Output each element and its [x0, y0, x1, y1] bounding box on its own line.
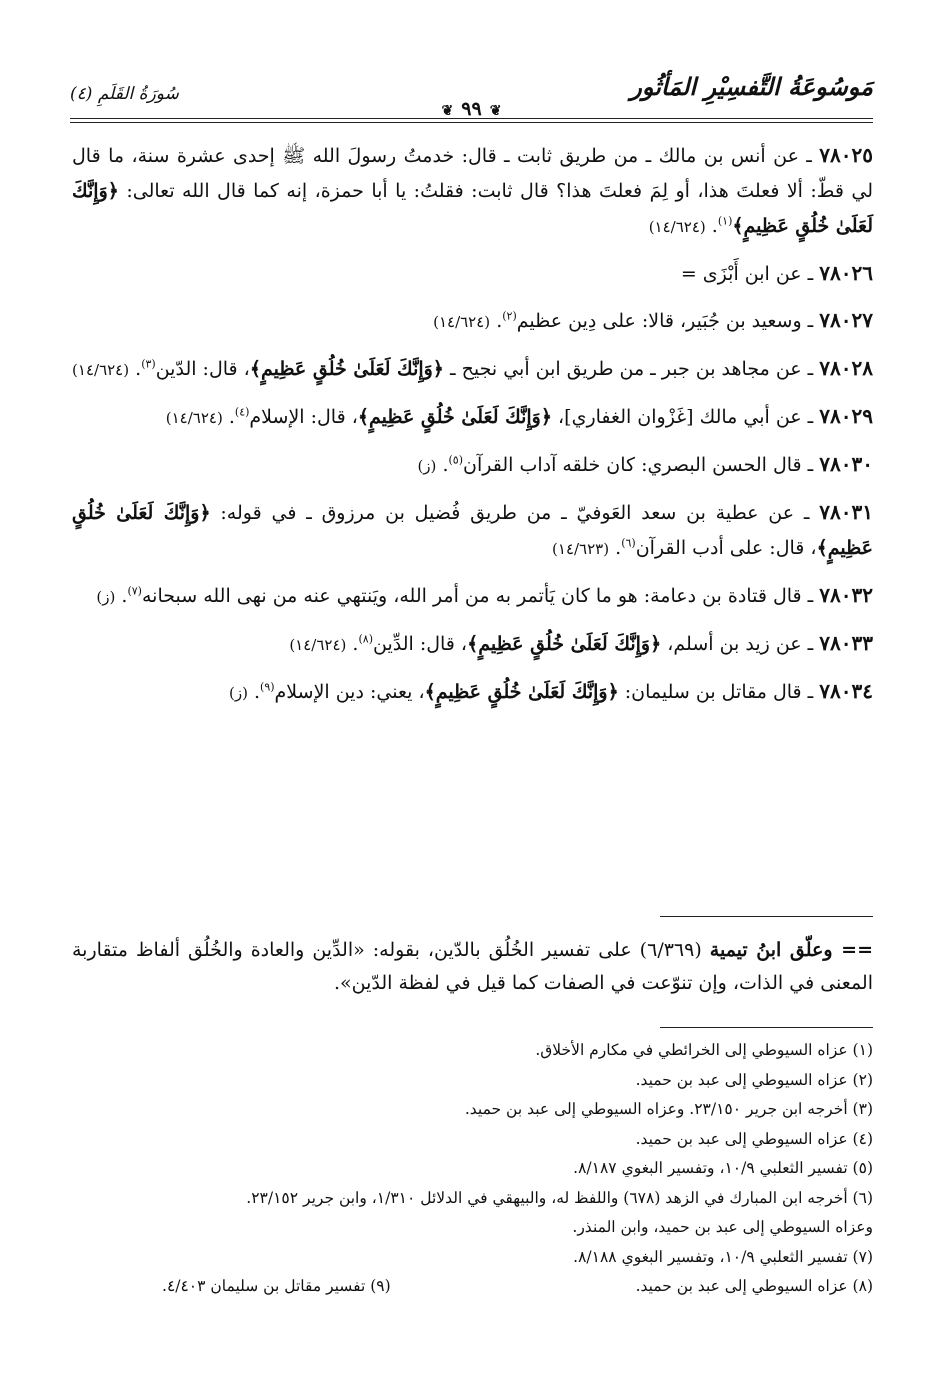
entry-text: ـ عن أبي مالك [غَزْوان الغفاري]،: [552, 406, 820, 428]
athar-entry: [72, 674, 873, 711]
entry-text: ، قال: الإسلام: [249, 406, 358, 428]
volume-reference: (١٤/٦٢٤): [433, 313, 491, 331]
athar-entry: [72, 399, 873, 436]
footnote-marker: (٣): [141, 357, 156, 371]
volume-reference: (١٤/٦٢٤): [289, 636, 347, 654]
footnote-row: [72, 1272, 873, 1302]
athar-entry: [72, 303, 873, 340]
entry-text: ، قال: على أدب القرآن: [635, 537, 817, 559]
footnote: (٥) تفسير الثعلبي ١٠/٩، وتفسير البغوي ٨/١٨٧.: [573, 1159, 873, 1177]
entry-text: .: [222, 406, 235, 428]
footnote-marker: (٦): [621, 536, 636, 550]
quran-verse: ﴿وَإِنَّكَ لَعَلَىٰ خُلُقٍ عَظِيمٍ﴾: [249, 358, 444, 380]
entry-number: ٧٨٠٣٣: [819, 631, 873, 655]
footnote: (٣) أخرجه ابن جرير ٢٣/١٥٠. وعزاه السيوطي إلى عبد بن حميد.: [464, 1100, 873, 1118]
entry-text: .: [346, 633, 359, 655]
footnote: (٩) تفسير مقاتل بن سليمان ٤/٤٠٣.: [162, 1277, 391, 1295]
athar-entry: [72, 447, 873, 484]
footnote: (٤) عزاه السيوطي إلى عبد بن حميد.: [635, 1129, 873, 1148]
footnote: (٧) تفسير الثعلبي ١٠/٩، وتفسير البغوي ٨/١٨٨.: [573, 1247, 873, 1266]
footnotes: [72, 1036, 873, 1302]
footnote-marker: (٥): [448, 453, 464, 467]
volume-reference: (١٤/٦٢٤): [72, 361, 130, 379]
entry-text: .: [609, 537, 622, 559]
entry-text: ، يعني: دين الإسلام: [274, 681, 425, 703]
footnote-separator: [660, 1027, 873, 1028]
entry-text: .: [436, 454, 449, 476]
book-title: مَوسُوعَةُ التَّفسِيْرِ المَأثُور: [630, 72, 873, 101]
entry-text: ـ عن مجاهد بن جبر ـ من طريق ابن أبي نجيح ـ: [443, 358, 820, 380]
entry-text: .: [129, 358, 142, 380]
athar-entry: [72, 626, 873, 663]
volume-reference: (ز): [96, 588, 116, 606]
quran-verse: ﴿وَإِنَّكَ لَعَلَىٰ خُلُقٍ عَظِيمٍ﴾: [357, 406, 552, 428]
volume-reference: (١٤/٦٢٤): [165, 409, 223, 427]
note-lead: == وعلّق ابنُ تيمية: [709, 939, 874, 961]
entry-number: ٧٨٠٢٧: [819, 308, 873, 332]
quran-verse: ﴿وَإِنَّكَ لَعَلَىٰ خُلُقٍ عَظِيمٍ﴾: [72, 180, 873, 237]
entry-number: ٧٨٠٢٩: [819, 404, 873, 428]
footnote: (٨) عزاه السيوطي إلى عبد بن حميد.: [635, 1277, 873, 1295]
entry-number: ٧٨٠٣١: [819, 500, 873, 524]
footnote-marker: (٢): [502, 309, 517, 323]
entry-text: .: [247, 681, 261, 703]
header-rule: [70, 118, 873, 119]
athar-entry: [72, 138, 873, 245]
volume-reference: (١٤/٦٢٤): [648, 218, 706, 236]
entry-text: ، قال: الدِّين: [372, 633, 468, 655]
footnote: (٢) عزاه السيوطي إلى عبد بن حميد.: [635, 1070, 873, 1089]
main-text: [72, 138, 873, 722]
athar-entry: [72, 495, 873, 567]
entry-text: ـ وسعيد بن جُبَير، قالا: على دِين عظيم: [516, 310, 820, 332]
athar-entry: [72, 578, 873, 615]
ornament-icon: ❦: [441, 103, 454, 119]
volume-reference: (١٤/٦٢٣): [552, 540, 610, 558]
entry-number: ٧٨٠٢٥: [819, 143, 873, 167]
entry-number: ٧٨٠٣٤: [819, 679, 873, 703]
footnote: (١) عزاه السيوطي إلى الخرائطي في مكارم الأخلاق.: [535, 1041, 873, 1059]
entry-number: ٧٨٠٣٠: [819, 452, 873, 476]
entry-text: ـ عن عطية بن سعد العَوفيّ ـ من طريق فُضيل بن مرزوق ـ في قوله:: [210, 502, 820, 524]
entry-text: ، قال: الدّين: [155, 358, 250, 380]
header-rule: [70, 122, 873, 123]
quran-verse: ﴿وَإِنَّكَ لَعَلَىٰ خُلُقٍ عَظِيمٍ﴾: [424, 681, 619, 703]
entry-number: ٧٨٠٢٦: [819, 261, 873, 285]
entry-text: ـ قال مقاتل بن سليمان:: [618, 681, 820, 703]
footnote-marker: (٩): [260, 680, 275, 694]
footnote-marker: (١): [717, 214, 733, 228]
entry-text: .: [705, 215, 718, 237]
entry-text: ـ قال الحسن البصري: كان خلقه آداب القرآن: [463, 454, 820, 476]
surah-name: سُورَةُ القَلَمِ (٤): [70, 84, 179, 104]
entry-text: .: [490, 310, 503, 332]
footnote-marker: (٧): [127, 584, 142, 598]
note-text: (٦/٣٦٩) على تفسير الخُلُق بالدّين، بقوله: «الدِّين والعادة والخُلُق ألفاظ متقاربة المعنى في الذات، وإن تنوّعت في الصفات كما قيل في لفظة الدّين».: [72, 939, 873, 994]
page-number-block: [70, 98, 873, 120]
entry-text: ـ عن زيد بن أسلم،: [661, 633, 820, 655]
quran-verse: ﴿وَإِنَّكَ لَعَلَىٰ خُلُقٍ عَظِيمٍ﴾: [72, 502, 873, 559]
athar-entry: [72, 351, 873, 388]
footnote-marker: (٨): [358, 632, 373, 646]
athar-entry: [72, 256, 873, 292]
volume-reference: (ز): [228, 684, 248, 702]
footnote-marker: (٤): [234, 405, 250, 419]
footnote: (٦) أخرجه ابن المبارك في الزهد (٦٧٨) واللفظ له، والبيهقي في الدلائل ١/٣١٠، وابن جرير ٢٣/١٥٢.: [246, 1188, 873, 1207]
footnote: وعزاه السيوطي إلى عبد بن حميد، وابن المنذر.: [572, 1218, 873, 1236]
entry-text: ـ عن أنس بن مالك ـ من طريق ثابت ـ قال: خدمتُ رسولَ الله ﷺ إحدى عشرة سنة، ما قال لي قطّ: ألا فعلتَ هذا، أو لِمَ فعلتَ هذا؟ قال ثابت: فقلتُ: يا أبا حمزة، إنه كما قال الله تعالى:: [72, 145, 873, 202]
entry-text: ـ عن ابن أَبْزَى =: [680, 263, 820, 285]
quran-verse: ﴿وَإِنَّكَ لَعَلَىٰ خُلُقٍ عَظِيمٍ﴾: [467, 633, 662, 655]
volume-reference: (ز): [417, 457, 437, 475]
entry-text: .: [115, 585, 128, 607]
page-number: ٩٩: [461, 98, 482, 120]
entry-number: ٧٨٠٢٨: [819, 356, 873, 380]
entry-text: ـ قال قتادة بن دعامة: هو ما كان يَأتمر به من أمر الله، ويَنتهي عنه من نهى الله سبحانه: [141, 585, 820, 607]
entry-number: ٧٨٠٣٢: [819, 583, 873, 607]
page-header: [70, 70, 873, 120]
note-separator: [660, 916, 873, 917]
editor-note: [72, 934, 873, 1000]
ornament-icon: ❦: [489, 103, 502, 119]
